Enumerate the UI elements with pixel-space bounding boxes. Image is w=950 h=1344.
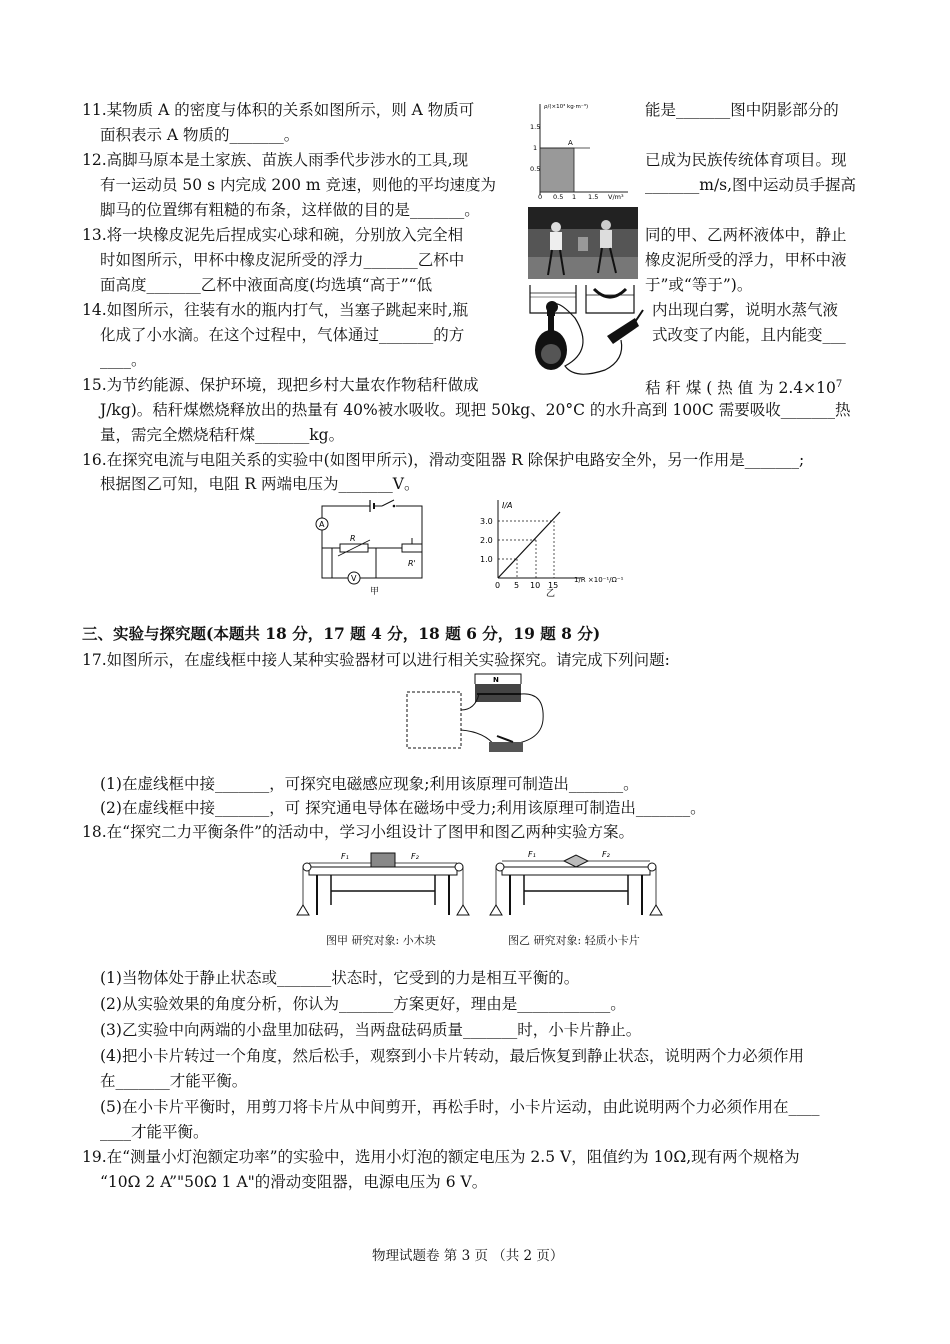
- q11-line1: 11.某物质 A 的密度与体积的关系如图所示，则 A 物质可: [82, 101, 475, 119]
- q12-line3: 脚马的位置绑有粗糙的布条，这样做的目的是_______。: [100, 201, 480, 219]
- fig11-xtick: 1: [572, 193, 577, 201]
- q12-line1: 12.高脚马原本是土家族、苗族人雨季代步涉水的工具,现: [82, 151, 469, 169]
- fig-yi-label: 乙: [546, 589, 556, 599]
- fig11-xtick: 0: [538, 193, 543, 201]
- fig-jia-label: 甲: [370, 587, 380, 597]
- rheostat-label: R': [408, 559, 416, 568]
- q13-line2-right: 橡皮泥所受的浮力，甲杯中液: [645, 251, 847, 269]
- force-f2-label: F₂: [411, 852, 419, 861]
- fig11-ytick: 1: [533, 144, 538, 152]
- voltmeter-label: V: [351, 574, 357, 583]
- bottle-pump-figure: [535, 300, 645, 378]
- q13-line3: 面高度_______乙杯中液面高度(均选填“高于”“低: [100, 276, 433, 294]
- resistor-label: R: [350, 534, 356, 543]
- q15-exponent: 7: [835, 379, 843, 390]
- q15-line3: 量，需完全燃烧秸秆煤_______kg。: [100, 426, 345, 444]
- density-graph: [528, 100, 633, 200]
- balance-setup-yi: [488, 845, 663, 925]
- q15-line1-right: [645, 375, 842, 398]
- q18-part3: (3)乙实验中向两端的小盘里加砝码，当两盘砝码质量_______时，小卡片静止。: [100, 1021, 642, 1039]
- q15-line2: J/kg)。秸秆煤燃烧释放出的热量有 40%被水吸收。现把 50kg、20°C 的水升高到 100C 需要吸收_______热: [100, 401, 851, 419]
- q18-stem: 18.在“探究二力平衡条件”的活动中，学习小组设计了图甲和图乙两种实验方案。: [82, 823, 635, 841]
- q12-line2-right: _______m/s,图中运动员手握高: [645, 176, 857, 194]
- page-footer: 物理试题卷 第 3 页 （共 2 页）: [372, 1248, 564, 1264]
- ammeter-label: A: [319, 520, 325, 529]
- force-f1-label: F₁: [528, 850, 536, 859]
- q16-line2: 根据图乙可知，电阻 R 两端电压为_______V。: [100, 475, 420, 493]
- q17-part2: (2)在虚线框中接_______，可 探究通电导体在磁场中受力;利用该原理可制造出_______。: [100, 799, 706, 817]
- q14-line1: 14.如图所示，往装有水的瓶内打气，当塞子跳起来时,瓶: [82, 301, 469, 319]
- fig16-xtick: 15: [548, 581, 559, 590]
- q13-line3-right: 于”或“等于”)。: [645, 276, 753, 294]
- electromagnet-figure: [405, 670, 555, 770]
- q18-part4b: 在_______才能平衡。: [100, 1072, 248, 1090]
- fig16-xlabel: 1/R ×10⁻¹/Ω⁻¹: [574, 576, 624, 584]
- q18-part1: (1)当物体处于静止状态或_______状态时，它受到的力是相互平衡的。: [100, 969, 580, 987]
- q13-line1: 13.将一块橡皮泥先后捏成实心球和碗，分别放入完全相: [82, 226, 464, 244]
- caption-fig-jia: 图甲 研究对象: 小木块: [326, 934, 436, 947]
- fig11-ytick: 0.5: [530, 165, 541, 173]
- q18-part5b: ____才能平衡。: [100, 1123, 209, 1141]
- q18-part5a: (5)在小卡片平衡时，用剪刀将卡片从中间剪开，再松手时，小卡片运动，由此说明两个力必须作用在____: [100, 1098, 820, 1116]
- q13-line2: 时如图所示，甲杯中橡皮泥所受的浮力_______乙杯中: [100, 251, 465, 269]
- fig11-ylabel: ρ/(×10³ kg·m⁻³): [544, 104, 589, 110]
- q19-line2: “10Ω 2 A”"50Ω 1 A"的滑动变阻器，电源电压为 6 V。: [100, 1173, 488, 1191]
- q15-heat-value: 秸 秆 煤 ( 热 值 为 2.4×10: [645, 379, 836, 398]
- fig16-ytick: 3.0: [480, 517, 493, 526]
- q17-stem: 17.如图所示，在虚线框中接人某种实验器材可以进行相关实验探究。请完成下列问题:: [82, 651, 670, 669]
- q11-line1-right: 能是_______图中阴影部分的: [645, 101, 839, 119]
- fig16-ytick: 2.0: [480, 536, 493, 545]
- q19-line1: 19.在“测量小灯泡额定功率”的实验中，选用小灯泡的额定电压为 2.5 V，阻值约为 10Ω,现有两个规格为: [82, 1148, 800, 1166]
- balance-setup-jia: [295, 845, 470, 925]
- caption-fig-yi: 图乙 研究对象: 轻质小卡片: [508, 934, 640, 947]
- q12-line1-right: 已成为民族传统体育项目。现: [645, 151, 847, 169]
- q14-line1-right: 内出现白雾，说明水蒸气液: [652, 301, 839, 319]
- q14-line3: ____。: [100, 351, 147, 369]
- fig11-ytick: 1.5: [530, 123, 541, 131]
- current-graph: [478, 498, 628, 598]
- q17-part1: (1)在虚线框中接_______，可探究电磁感应现象;利用该原理可制造出_______。: [100, 775, 639, 793]
- fig16-ytick: 1.0: [480, 555, 493, 564]
- fig11-label-a: A: [568, 139, 573, 147]
- stilt-race-photo: [528, 207, 638, 279]
- fig16-ylabel: I/A: [502, 501, 513, 510]
- fig16-xtick: 0: [495, 581, 501, 590]
- fig11-xtick: 1.5: [588, 193, 599, 201]
- q18-part2: (2)从实验效果的角度分析，你认为_______方案更好，理由是____________。: [100, 995, 626, 1013]
- fig16-xtick: 5: [514, 581, 520, 590]
- circuit-diagram: [310, 498, 440, 598]
- q16-line1: 16.在探究电流与电阻关系的实验中(如图甲所示)，滑动变阻器 R 除保护电路安全外，另一作用是_______;: [82, 451, 805, 469]
- q18-part4a: (4)把小卡片转过一个角度，然后松手，观察到小卡片转动，最后恢复到静止状态，说明两个力必须作用: [100, 1047, 804, 1065]
- q14-line2-right: 式改变了内能，且内能变___: [652, 326, 846, 344]
- q12-line2: 有一运动员 50 s 内完成 200 m 竞速，则他的平均速度为: [100, 176, 497, 194]
- fig16-xtick: 10: [530, 581, 541, 590]
- section-3-title: 三、实验与探究题(本题共 18 分，17 题 4 分，18 题 6 分，19 题 8 分): [82, 624, 601, 643]
- fig11-xtick: 0.5: [553, 193, 564, 201]
- q14-line2: 化成了小水滴。在这个过程中，气体通过_______的方: [100, 326, 465, 344]
- q11-line2: 面积表示 A 物质的_______。: [100, 126, 300, 144]
- fig11-xlabel: V/m³: [608, 193, 624, 201]
- magnet-n-label: N: [493, 676, 499, 684]
- q13-line1-right: 同的甲、乙两杯液体中，静止: [645, 226, 847, 244]
- q15-line1: 15.为节约能源、保护环境，现把乡村大量农作物秸秆做成: [82, 376, 479, 394]
- force-f1-label: F₁: [341, 852, 349, 861]
- force-f2-label: F₂: [602, 850, 610, 859]
